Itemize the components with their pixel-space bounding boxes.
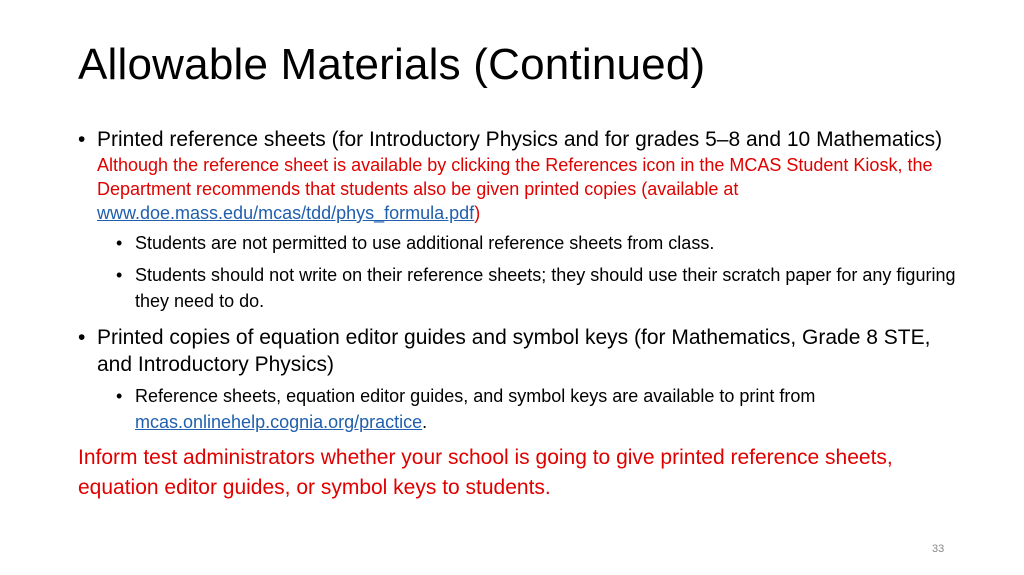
sub-bullet-suffix: . [422, 412, 428, 432]
practice-site-link[interactable]: mcas.onlinehelp.cognia.org/practice [135, 412, 423, 432]
note-text: Although the reference sheet is available by clicking the References icon in the MCAS Student Kiosk, the Department recommends that students also be given printed copies (available at [97, 155, 933, 199]
bullet-dot-icon: • [116, 233, 123, 253]
sub-bullet-text: Students should not write on their reference sheets; they should use their scratch paper for any figuring they need to do. [135, 265, 956, 311]
sub-bullet-no-additional-sheets [78, 230, 958, 256]
reference-sheet-note [97, 153, 958, 225]
bullet-reference-sheets [78, 126, 958, 225]
bullet-dot-icon: • [78, 128, 86, 151]
note-suffix: ) [474, 203, 481, 223]
slide-title: Allowable Materials (Continued) [78, 40, 706, 89]
slide-content [78, 126, 958, 503]
sub-bullet-available-to-print [78, 383, 958, 435]
closing-instruction: Inform test administrators whether your school is going to give printed reference sheets, equation editor guides, or symbol keys to students. [78, 446, 893, 499]
phys-formula-link[interactable]: www.doe.mass.edu/mcas/tdd/phys_formula.pdf [97, 203, 475, 223]
bullet-text: Printed reference sheets (for Introductory Physics and for grades 5–8 and 10 Mathematics) [97, 128, 943, 151]
bullet-dot-icon: • [116, 265, 123, 285]
page-number: 33 [932, 543, 945, 555]
sub-bullet-text: Reference sheets, equation editor guides, and symbol keys are available to print from [135, 386, 816, 406]
bullet-dot-icon: • [78, 326, 86, 349]
bullet-dot-icon: • [116, 386, 123, 406]
bullet-equation-editor-guides [78, 324, 958, 378]
sub-bullet-no-writing [78, 262, 958, 314]
sub-bullet-text: Students are not permitted to use additional reference sheets from class. [135, 233, 715, 253]
bullet-text: Printed copies of equation editor guides and symbol keys (for Mathematics, Grade 8 STE, and Introductory Physics) [97, 326, 931, 376]
